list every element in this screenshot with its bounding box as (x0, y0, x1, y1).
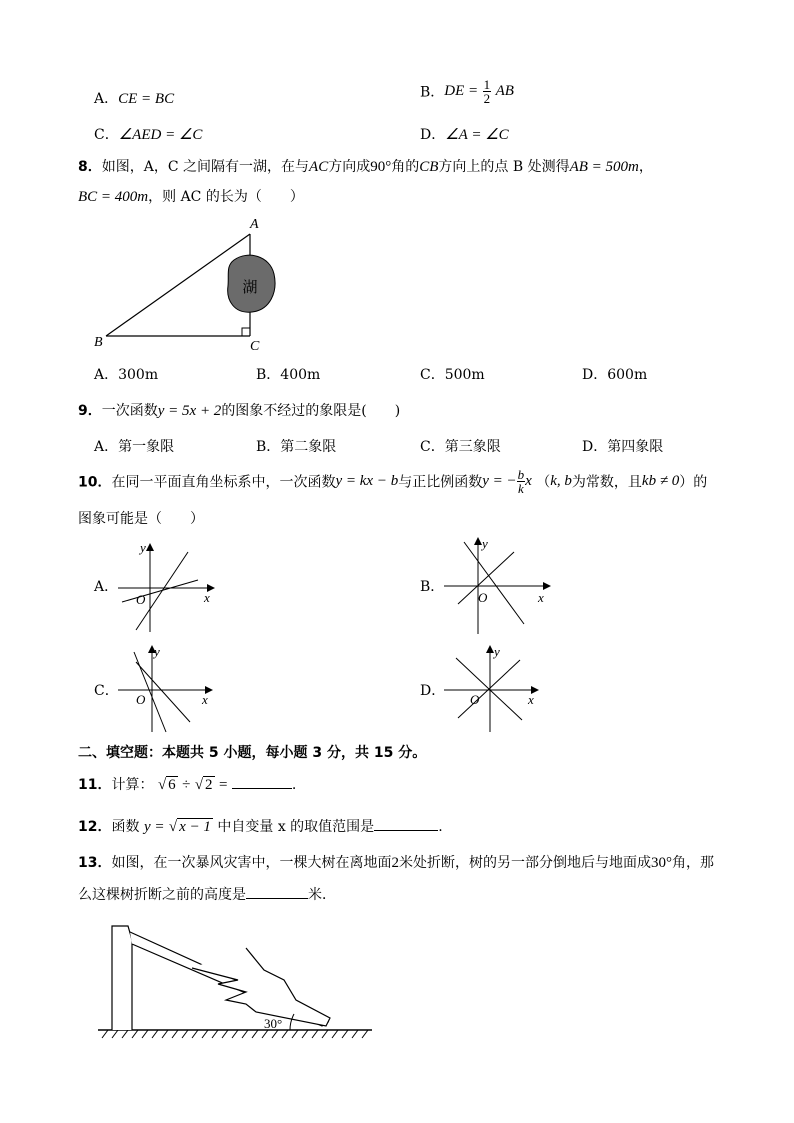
math-term: CB (419, 159, 439, 175)
axis-x-label: x (528, 692, 534, 707)
question-number: 10． (78, 474, 112, 491)
q10-option-b-letter: B． (420, 579, 445, 595)
math-term: y = 5x + 2 (157, 403, 222, 419)
q8-stem-line2 (78, 186, 304, 206)
axis-y-label: y (494, 644, 500, 659)
math-term: AB = 500m (569, 159, 639, 175)
option-expression: AB (495, 83, 514, 99)
question-number: 11． (78, 777, 112, 793)
axis-y-label: y (482, 536, 488, 551)
question-text: 与正比例函数 (398, 474, 483, 491)
fraction-denominator: k (517, 481, 524, 496)
question-text: 如图，A，C 之间隔有一湖，在与 (101, 159, 310, 175)
question-text: 的图象不经过的象限是( ) (221, 403, 401, 419)
question-text: 方向上的点 B 处测得 (438, 159, 570, 175)
math-term: y = kx − b (335, 473, 399, 489)
question-text: 为常数，且 (571, 474, 642, 491)
q10-option-d-letter: D． (420, 683, 446, 699)
question-text: 角的 (391, 159, 420, 175)
q10-option-a-letter: A． (94, 579, 119, 595)
q12-stem (78, 816, 443, 836)
angle-label: 30° (264, 1016, 283, 1031)
ground-hatching (102, 1030, 368, 1038)
math-term: 30° (650, 855, 672, 871)
q9-option-a: A．第一象限 (94, 439, 175, 455)
question-text: 方向成 (328, 159, 371, 175)
q7-option-c (94, 124, 202, 144)
axis-x-label: x (204, 590, 210, 605)
question-text: 么这棵树折断之前的高度是 (78, 887, 246, 903)
question-text: ）的 (679, 474, 708, 491)
point-b-label: B (94, 335, 103, 350)
question-number: 13． (78, 855, 112, 871)
q8-figure (88, 212, 288, 352)
option-expression: ∠AED = ∠C (118, 127, 203, 143)
origin-label: O (470, 692, 480, 707)
q7-option-d (420, 124, 509, 144)
answer-blank[interactable] (374, 816, 438, 831)
q10-stem-line1 (78, 468, 707, 495)
origin-label: O (136, 592, 146, 607)
graph-line-2 (136, 552, 188, 630)
question-text: 计算： (111, 777, 154, 793)
q13-stem-line2 (78, 884, 336, 904)
q9-option-c: C．第三象限 (420, 439, 501, 455)
question-text: 角，那 (671, 855, 714, 871)
option-letter: B． (420, 84, 445, 101)
option-expression: DE = (444, 83, 479, 99)
q10-graph-c (114, 642, 218, 736)
answer-blank[interactable] (246, 884, 308, 899)
question-text: ， (638, 159, 653, 175)
q13-figure (96, 918, 376, 1044)
fallen-branches (192, 948, 330, 1026)
axis-y-label: y (140, 540, 146, 555)
question-number: 8． (78, 159, 102, 175)
origin-label: O (136, 692, 146, 707)
q7-option-a (94, 88, 174, 108)
question-text: （ (536, 474, 551, 491)
q10-graph-a (114, 536, 224, 636)
math-term: y = (143, 819, 165, 835)
math-operator: = (219, 777, 228, 793)
graph-line-1 (122, 580, 198, 602)
q11-stem (78, 774, 296, 794)
question-number: 9． (78, 403, 102, 419)
question-text: 一次函数 (101, 403, 158, 419)
origin-label: O (478, 590, 488, 605)
radicand: 2 (205, 777, 213, 793)
q8-stem-line1 (78, 156, 653, 176)
math-term: k, b (550, 473, 572, 489)
point-a-label: A (250, 217, 259, 232)
math-term: BC = 400m (78, 189, 149, 205)
q8-option-d: D．600m (582, 367, 648, 383)
q9-option-d: D．第四象限 (582, 439, 664, 455)
fraction (517, 468, 526, 495)
graph-line-2 (464, 542, 524, 624)
question-text: ，则 AC 的长为（ ） (148, 189, 304, 205)
q9-stem (78, 400, 400, 420)
math-term: 90° (370, 159, 392, 175)
question-text: 在同一平面直角坐标系中，一次函数 (111, 474, 336, 491)
math-term: kb ≠ 0 (641, 473, 680, 489)
right-angle-mark (242, 328, 250, 336)
q8-option-c: C．500m (420, 367, 485, 383)
tree-trunk (112, 926, 132, 1030)
q9-option-b: B．第二象限 (256, 439, 337, 455)
axis-x-label: x (202, 692, 208, 707)
fraction-denominator: 2 (483, 91, 491, 106)
axis-y-label: y (154, 644, 160, 659)
question-text: 函数 (111, 819, 140, 835)
q8-option-a: A．300m (94, 367, 159, 383)
fraction (483, 78, 492, 105)
sqrt-expression: √ x − 1 (168, 819, 211, 835)
question-text: 米处折断，树的另一部分倒地后与地面成 (398, 855, 651, 871)
answer-blank[interactable] (232, 774, 292, 789)
radicand: x − 1 (179, 819, 211, 835)
fraction-numerator: b (517, 467, 525, 482)
sqrt-2: √ 2 (194, 777, 213, 793)
q13-stem-line1 (78, 852, 714, 872)
option-expression: CE = BC (118, 91, 175, 107)
math-operator: ÷ (182, 777, 191, 793)
option-letter: C． (94, 127, 119, 143)
q8-option-b: B．400m (256, 367, 321, 383)
option-expression: ∠A = ∠C (445, 127, 509, 143)
math-term: x (525, 473, 532, 489)
question-text: 如图，在一次暴风灾害中，一棵大树在离地面 (111, 855, 392, 871)
question-number: 12． (78, 819, 112, 835)
period: . (291, 777, 297, 793)
point-c-label: C (250, 339, 260, 352)
q7-option-b (420, 78, 514, 105)
question-text: 中自变量 x 的取值范围是 (217, 819, 375, 835)
axis-x-label: x (538, 590, 544, 605)
option-letter: D． (420, 127, 446, 143)
sqrt-6: √ 6 (157, 777, 176, 793)
fraction-numerator: 1 (483, 77, 491, 92)
section-2-title: 二、填空题：本题共 5 小题，每小题 3 分，共 15 分。 (78, 745, 427, 761)
math-term: 2 (391, 855, 399, 871)
q10-stem-line2: 图象可能是（ ） (78, 511, 204, 527)
option-letter: A． (94, 91, 119, 107)
lake-label: 湖 (242, 278, 258, 296)
period: . (438, 819, 443, 835)
math-term: AC (309, 159, 329, 175)
math-term: y = − (482, 473, 517, 489)
question-text: 米． (308, 887, 336, 903)
q10-option-c-letter: C． (94, 683, 119, 699)
q10-graph-b (440, 534, 556, 638)
q10-graph-d (440, 642, 544, 736)
radicand: 6 (168, 777, 176, 793)
